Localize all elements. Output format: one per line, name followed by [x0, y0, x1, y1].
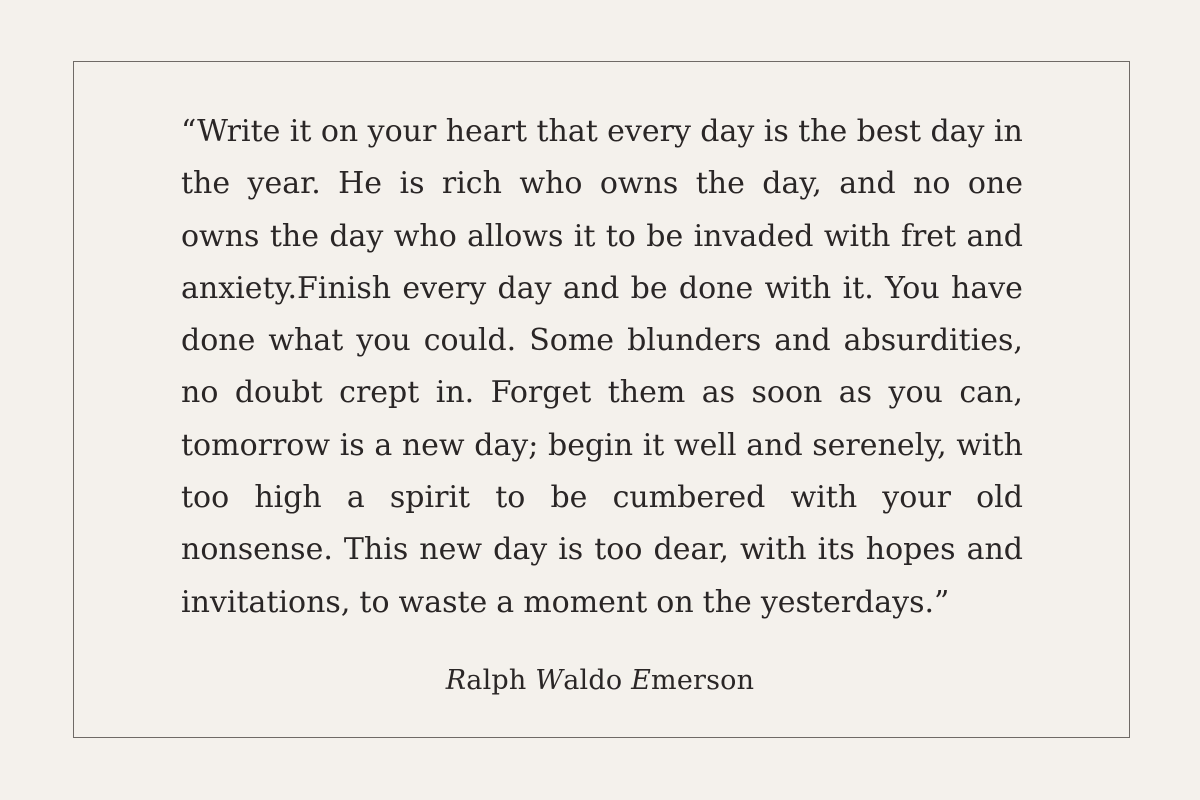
word-group [956, 420, 1023, 472]
word: yesterdays.” [760, 584, 950, 620]
word-group [774, 315, 830, 367]
word: as [838, 375, 873, 411]
word: nonsense. [181, 532, 333, 568]
word-group [548, 420, 633, 472]
emphasized-word: dear [653, 532, 720, 568]
attribution-text: alph [466, 665, 536, 696]
word: the [695, 166, 745, 202]
word-group [254, 472, 321, 524]
word: ; [528, 427, 539, 463]
emphasized-word: hopes [865, 532, 956, 568]
word: can, [959, 375, 1023, 411]
quote-line [181, 524, 1023, 576]
word: crept [339, 375, 420, 411]
word-group [181, 524, 333, 576]
word: the [702, 584, 752, 620]
word: high [254, 480, 322, 516]
word-group [436, 367, 474, 419]
word: be [646, 218, 684, 254]
word: it [573, 218, 596, 254]
word: anxiety. [181, 270, 298, 306]
word: spirit [389, 480, 471, 516]
emphasized-word: invitations [181, 584, 341, 620]
word-group [594, 524, 642, 576]
word-group [606, 211, 636, 263]
word-group [951, 263, 1023, 315]
emphasized-word: year [247, 166, 312, 202]
quote-line [181, 106, 1023, 158]
word-group [402, 263, 486, 315]
word-group [643, 420, 665, 472]
word: and [774, 323, 831, 359]
quote-text [181, 106, 1023, 629]
word-group [600, 158, 678, 210]
word-group [523, 577, 647, 629]
word: Forget [490, 375, 592, 411]
word: and [966, 218, 1023, 254]
word-group [839, 367, 872, 419]
quote-attribution [0, 663, 1200, 699]
word-group [761, 577, 950, 629]
word-group [966, 211, 1022, 263]
word-group [329, 211, 383, 263]
emphasized-word: best [856, 114, 922, 149]
word-group [882, 472, 951, 524]
word: be [550, 480, 588, 516]
word-group [268, 315, 343, 367]
word-group [901, 211, 956, 263]
word-group [994, 106, 1023, 158]
word: fret [900, 218, 957, 254]
word-group [399, 158, 424, 210]
word-group [746, 420, 802, 472]
emphasized-word: owns [599, 166, 679, 202]
word-group [321, 106, 358, 158]
word-group [751, 367, 822, 419]
word: rich [441, 166, 502, 202]
quote-line [181, 315, 1023, 367]
emphasized-word: in [993, 114, 1023, 149]
word: in. [435, 375, 475, 411]
emphasized-word: day [700, 114, 755, 149]
word-group [181, 315, 255, 367]
word: on [320, 114, 359, 149]
word-group [798, 106, 847, 158]
word: done [181, 323, 256, 359]
word-group [181, 158, 230, 210]
word-group [181, 472, 229, 524]
word: to [605, 218, 636, 254]
word-group [446, 106, 527, 158]
emphasized-word: new [401, 427, 465, 463]
word-group [181, 211, 259, 263]
word-group [402, 420, 465, 472]
word: . [311, 166, 321, 202]
word: with [764, 270, 832, 306]
word-group [181, 106, 280, 158]
word-group [631, 263, 668, 315]
word: every [402, 270, 487, 306]
word: to [359, 584, 390, 620]
word: day [493, 532, 548, 568]
word: . [506, 323, 517, 359]
word-group [913, 158, 950, 210]
word-group [550, 472, 587, 524]
word-group [843, 263, 874, 315]
word-group [702, 367, 735, 419]
word: that [536, 114, 598, 149]
word: no [913, 166, 951, 202]
word: who [519, 166, 583, 202]
word-group [674, 420, 737, 472]
word: a [346, 480, 365, 516]
word-group [866, 524, 956, 576]
word-group [613, 472, 766, 524]
emphasized-word: done [678, 270, 754, 306]
word: “Write [181, 114, 281, 149]
word: with [790, 480, 858, 516]
attribution-text: merson [651, 665, 755, 696]
word: and [839, 166, 896, 202]
word: one [967, 166, 1023, 202]
word-group [374, 420, 392, 472]
word: no [181, 375, 219, 411]
emphasized-word: what [268, 323, 344, 359]
word: and [966, 532, 1023, 568]
word-group [764, 106, 789, 158]
word: and [562, 270, 620, 306]
word-group [679, 263, 753, 315]
word-group [519, 158, 582, 210]
word: moment [523, 584, 648, 620]
word: with [956, 427, 1023, 463]
word-group [181, 577, 350, 629]
word-group [558, 524, 583, 576]
word-group [703, 577, 752, 629]
word-group [290, 106, 312, 158]
word-group [976, 472, 1023, 524]
quote-line [181, 263, 1023, 315]
quote-line [181, 420, 1023, 472]
word: serenely, [812, 427, 947, 463]
word: the [269, 218, 319, 254]
emphasized-word: day [474, 427, 529, 463]
word-group [646, 211, 683, 263]
word: day, [762, 166, 822, 202]
word: invaded [693, 218, 814, 254]
word-group [495, 472, 525, 524]
word-group [959, 367, 1023, 419]
emphasized-word: a [374, 427, 393, 463]
emphasized-word: the [181, 166, 231, 202]
word: it [289, 114, 312, 149]
word: too [181, 480, 230, 516]
word: heart [445, 114, 528, 149]
word-group [344, 524, 408, 576]
quote-line [181, 158, 1023, 210]
word-group [491, 367, 592, 419]
word-group [181, 263, 391, 315]
attribution-initial: W [535, 665, 564, 696]
word-group [607, 106, 691, 158]
word-group [700, 106, 754, 158]
word: You [885, 270, 940, 306]
word-group [181, 367, 218, 419]
word: He [338, 166, 383, 202]
word-group [627, 315, 761, 367]
word-group [968, 158, 1023, 210]
word-group [474, 420, 538, 472]
word-group [493, 524, 547, 576]
word-group [390, 472, 470, 524]
word: absurdities, [843, 323, 1023, 359]
word-group [653, 524, 728, 576]
word-group [694, 211, 814, 263]
word-group [812, 420, 946, 472]
word: with [823, 218, 891, 254]
emphasized-word: the [798, 114, 848, 149]
quote-line [181, 211, 1023, 263]
word-group [889, 367, 943, 419]
word: have [951, 270, 1023, 306]
word-group [356, 315, 410, 367]
word: well [673, 427, 737, 463]
word-group [536, 106, 597, 158]
word-group [394, 211, 457, 263]
word: a [496, 584, 515, 620]
word: with [739, 532, 807, 568]
word-group [762, 158, 822, 210]
emphasized-word: day [930, 114, 985, 149]
word-group [839, 158, 895, 210]
word: who [393, 218, 457, 254]
word: it [642, 427, 665, 463]
word-group [930, 106, 984, 158]
word-group [696, 158, 745, 210]
word: cumbered [612, 480, 766, 516]
word: your [882, 480, 951, 516]
word-group [399, 577, 488, 629]
word-group [467, 211, 563, 263]
word-group [338, 158, 382, 210]
word: on [656, 584, 694, 620]
word: its [817, 532, 855, 568]
word: day [329, 218, 384, 254]
word-group [857, 106, 921, 158]
word-group [424, 315, 517, 367]
emphasized-word: could [423, 323, 507, 359]
quote-line [181, 472, 1023, 524]
word-group [496, 577, 514, 629]
word: owns [181, 218, 260, 254]
word-group [248, 158, 321, 210]
emphasized-word: tomorrow [181, 427, 331, 463]
word-group [656, 577, 693, 629]
word: your [367, 114, 437, 149]
word-group [497, 263, 551, 315]
word-group [359, 577, 389, 629]
word: waste [398, 584, 488, 620]
word-group [791, 472, 858, 524]
emphasized-word: you [356, 323, 411, 359]
emphasized-word: is [339, 427, 365, 463]
word-group [824, 211, 891, 263]
word: new [419, 532, 483, 568]
word-group [765, 263, 832, 315]
quote-line [181, 367, 1023, 419]
word: This [343, 532, 409, 568]
word: as [701, 375, 736, 411]
word: day [497, 270, 552, 306]
word: doubt [234, 375, 323, 411]
word-group [368, 106, 437, 158]
word-group [818, 524, 855, 576]
word: is [399, 166, 425, 202]
quote-line [181, 577, 1023, 629]
word-group [740, 524, 807, 576]
word-group [339, 367, 419, 419]
word-group [608, 367, 686, 419]
word-group [235, 367, 323, 419]
word-group [844, 315, 1023, 367]
word: be [630, 270, 668, 306]
attribution-text: aldo [563, 665, 632, 696]
emphasized-word: every [607, 114, 691, 149]
word: old [976, 480, 1023, 516]
word: is [558, 532, 584, 568]
word: , [340, 584, 351, 620]
word: Some [529, 323, 615, 359]
word-group [574, 211, 596, 263]
attribution-initial: E [631, 665, 652, 696]
word-group [419, 524, 482, 576]
word: , [719, 532, 729, 568]
word-group [340, 420, 365, 472]
word: it. [842, 270, 874, 306]
emphasized-word: Finish [297, 270, 392, 306]
word: blunders [627, 323, 762, 359]
word: you [888, 375, 943, 411]
word-group [967, 524, 1023, 576]
word-group [442, 158, 502, 210]
word-group [181, 420, 330, 472]
word: allows [467, 218, 564, 254]
word-group [885, 263, 940, 315]
word: them [607, 375, 686, 411]
emphasized-word: too [594, 532, 643, 568]
word-group [347, 472, 365, 524]
emphasized-word: soon [751, 375, 823, 411]
word-group [529, 315, 614, 367]
emphasized-word: is [763, 114, 789, 149]
word-group [270, 211, 319, 263]
attribution-initial: R [445, 665, 467, 696]
word: to [495, 480, 526, 516]
word-group [563, 263, 619, 315]
word: begin [548, 427, 634, 463]
word: and [746, 427, 803, 463]
